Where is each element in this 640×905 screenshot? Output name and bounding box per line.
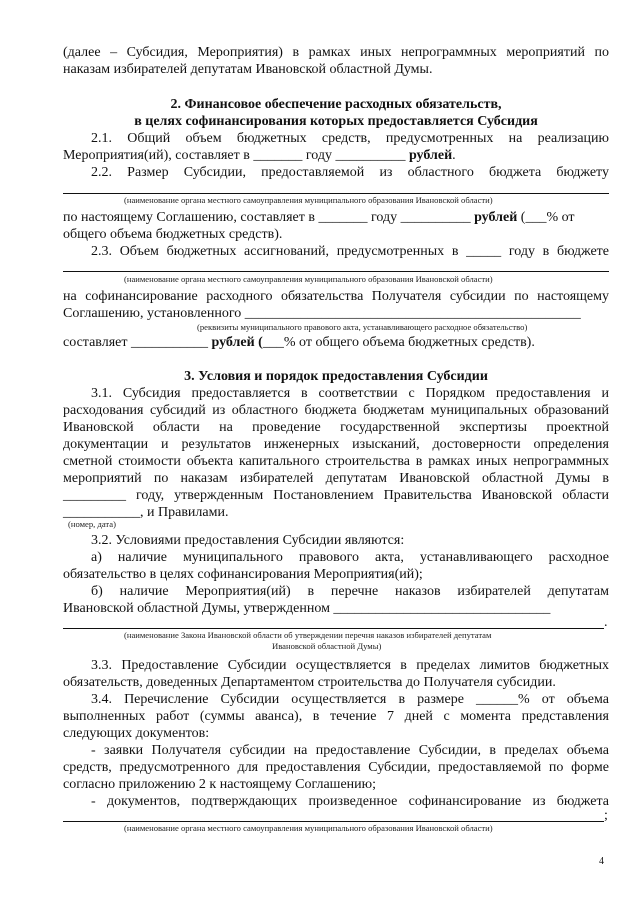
paragraph-3-3-line-1: 3.3. Предоставление Субсидии осуществляется в пределах лимитов бюджетных	[91, 658, 609, 673]
paragraph-3-1-line-1: 3.1. Субсидия предоставляется в соответствии с Порядком предоставления и	[91, 386, 609, 401]
paragraph-3-2-b-line-2: Ивановской областной Думы, утвержденном _______________________________	[63, 601, 551, 616]
caption-number-date: (номер, дата)	[68, 519, 116, 529]
blank-line	[63, 628, 604, 629]
paragraph-3-3-line-2: обязательств, доведенных Департаментом строительства до Получателя субсидии.	[63, 675, 556, 690]
paragraph-3-2-b-line-1: б) наличие Мероприятия(ий) в перечне наказов избирателей депутатам	[91, 584, 609, 599]
line-end-period: .	[604, 615, 608, 630]
paragraph-2-3-line-4: составляет ___________ рублей (___% от общего объема бюджетных средств).	[63, 335, 535, 350]
paragraph-3-2-a-line-1: а) наличие муниципального правового акта, устанавливающего расходное	[91, 550, 609, 565]
paragraph-3-4-a-line-3: согласно приложению 2 к настоящему Соглашению;	[63, 777, 376, 792]
paragraph-3-1-line-7: _________ году, утвержденным Постановлением Правительства Ивановской области	[63, 488, 609, 503]
line-end-semicolon: ;	[604, 808, 608, 823]
caption-law-title-line-1: (наименование Закона Ивановской области об утверждении перечня наказов избирателей депутатам	[124, 630, 492, 640]
paragraph-3-4-a-line-1: - заявки Получателя субсидии на предоставление Субсидии, в пределах объема	[91, 743, 609, 758]
caption-municipal-body: (наименование органа местного самоуправления муниципального образования Ивановской области)	[124, 195, 493, 205]
paragraph-3-4-line-3: следующих документов:	[63, 726, 210, 741]
blank-line	[63, 821, 604, 822]
paragraph-2-2-line-3: общего объема бюджетных средств).	[63, 227, 283, 242]
paragraph-2-3-line-1: 2.3. Объем бюджетных ассигнований, предусмотренных в _____ году в бюджете	[91, 244, 609, 259]
caption-legal-act: (реквизиты муниципального правового акта, устанавливающего расходное обязательство)	[197, 322, 528, 332]
paragraph-3-2-line-1: 3.2. Условиями предоставления Субсидии являются:	[91, 533, 405, 548]
intro-line-2: наказам избирателей депутатам Ивановской областной Думы.	[63, 62, 433, 77]
paragraph-2-1-line-1: 2.1. Общий объем бюджетных средств, предусмотренных на реализацию	[91, 131, 609, 146]
paragraph-3-4-line-1: 3.4. Перечисление Субсидии осуществляется в размере ______% от объема	[91, 692, 609, 707]
paragraph-3-1-line-6: мероприятий по наказам избирателей депутатам Ивановской областной Думы в	[63, 471, 609, 486]
section-2-title-line-1: 2. Финансовое обеспечение расходных обязательств,	[170, 97, 502, 112]
paragraph-3-1-line-8: ___________, и Правилами.	[63, 505, 229, 520]
section-2-title-line-2: в целях софинансирования которых предоставляется Субсидия	[134, 114, 538, 129]
paragraph-3-1-line-5: сметной стоимости объекта капитального строительства в рамках иных непрограммных	[63, 454, 609, 469]
intro-line-1: (далее – Субсидия, Мероприятия) в рамках иных непрограммных мероприятий по	[63, 45, 609, 60]
paragraph-2-2-line-2: по настоящему Соглашению, составляет в _______ году __________ рублей (___% от	[63, 210, 575, 225]
paragraph-3-1-line-2: расходования субсидий из областного бюджета бюджетам муниципальных образований	[63, 403, 609, 418]
caption-municipal-body: (наименование органа местного самоуправления муниципального образования Ивановской области)	[124, 274, 493, 284]
caption-law-title-line-2: Ивановской областной Думы)	[272, 641, 382, 651]
paragraph-2-3-line-2: на софинансирование расходного обязательства Получателя субсидии по настоящему	[63, 289, 609, 304]
paragraph-3-4-a-line-2: средств, предусмотренного для предоставления Субсидии, предоставляемой по форме	[63, 760, 609, 775]
paragraph-3-2-a-line-2: обязательство в целях софинансирования Мероприятия(ий);	[63, 567, 423, 582]
paragraph-3-4-line-2: выполненных работ (суммы аванса), в течение 7 дней с момента представления	[63, 709, 609, 724]
paragraph-3-1-line-3: Ивановской области на проведение государственной экспертизы проектной	[63, 420, 609, 435]
paragraph-3-1-line-4: документации и результатов инженерных изысканий, достоверности определения	[63, 437, 609, 452]
section-3-title: 3. Условия и порядок предоставления Субсидии	[184, 369, 488, 384]
paragraph-3-4-b-line-1: - документов, подтверждающих произведенное софинансирование из бюджета	[91, 794, 609, 809]
paragraph-2-3-line-3: Соглашению, установленного ________________________________________________	[63, 306, 581, 321]
paragraph-2-2-line-1: 2.2. Размер Субсидии, предоставляемой из областного бюджета бюджету	[91, 165, 609, 180]
paragraph-2-1-line-2: Мероприятия(ий), составляет в _______ году __________ рублей.	[63, 148, 456, 163]
blank-line	[63, 271, 609, 272]
caption-municipal-body: (наименование органа местного самоуправления муниципального образования Ивановской области)	[124, 823, 493, 833]
blank-line	[63, 193, 609, 194]
page-number: 4	[599, 856, 604, 867]
